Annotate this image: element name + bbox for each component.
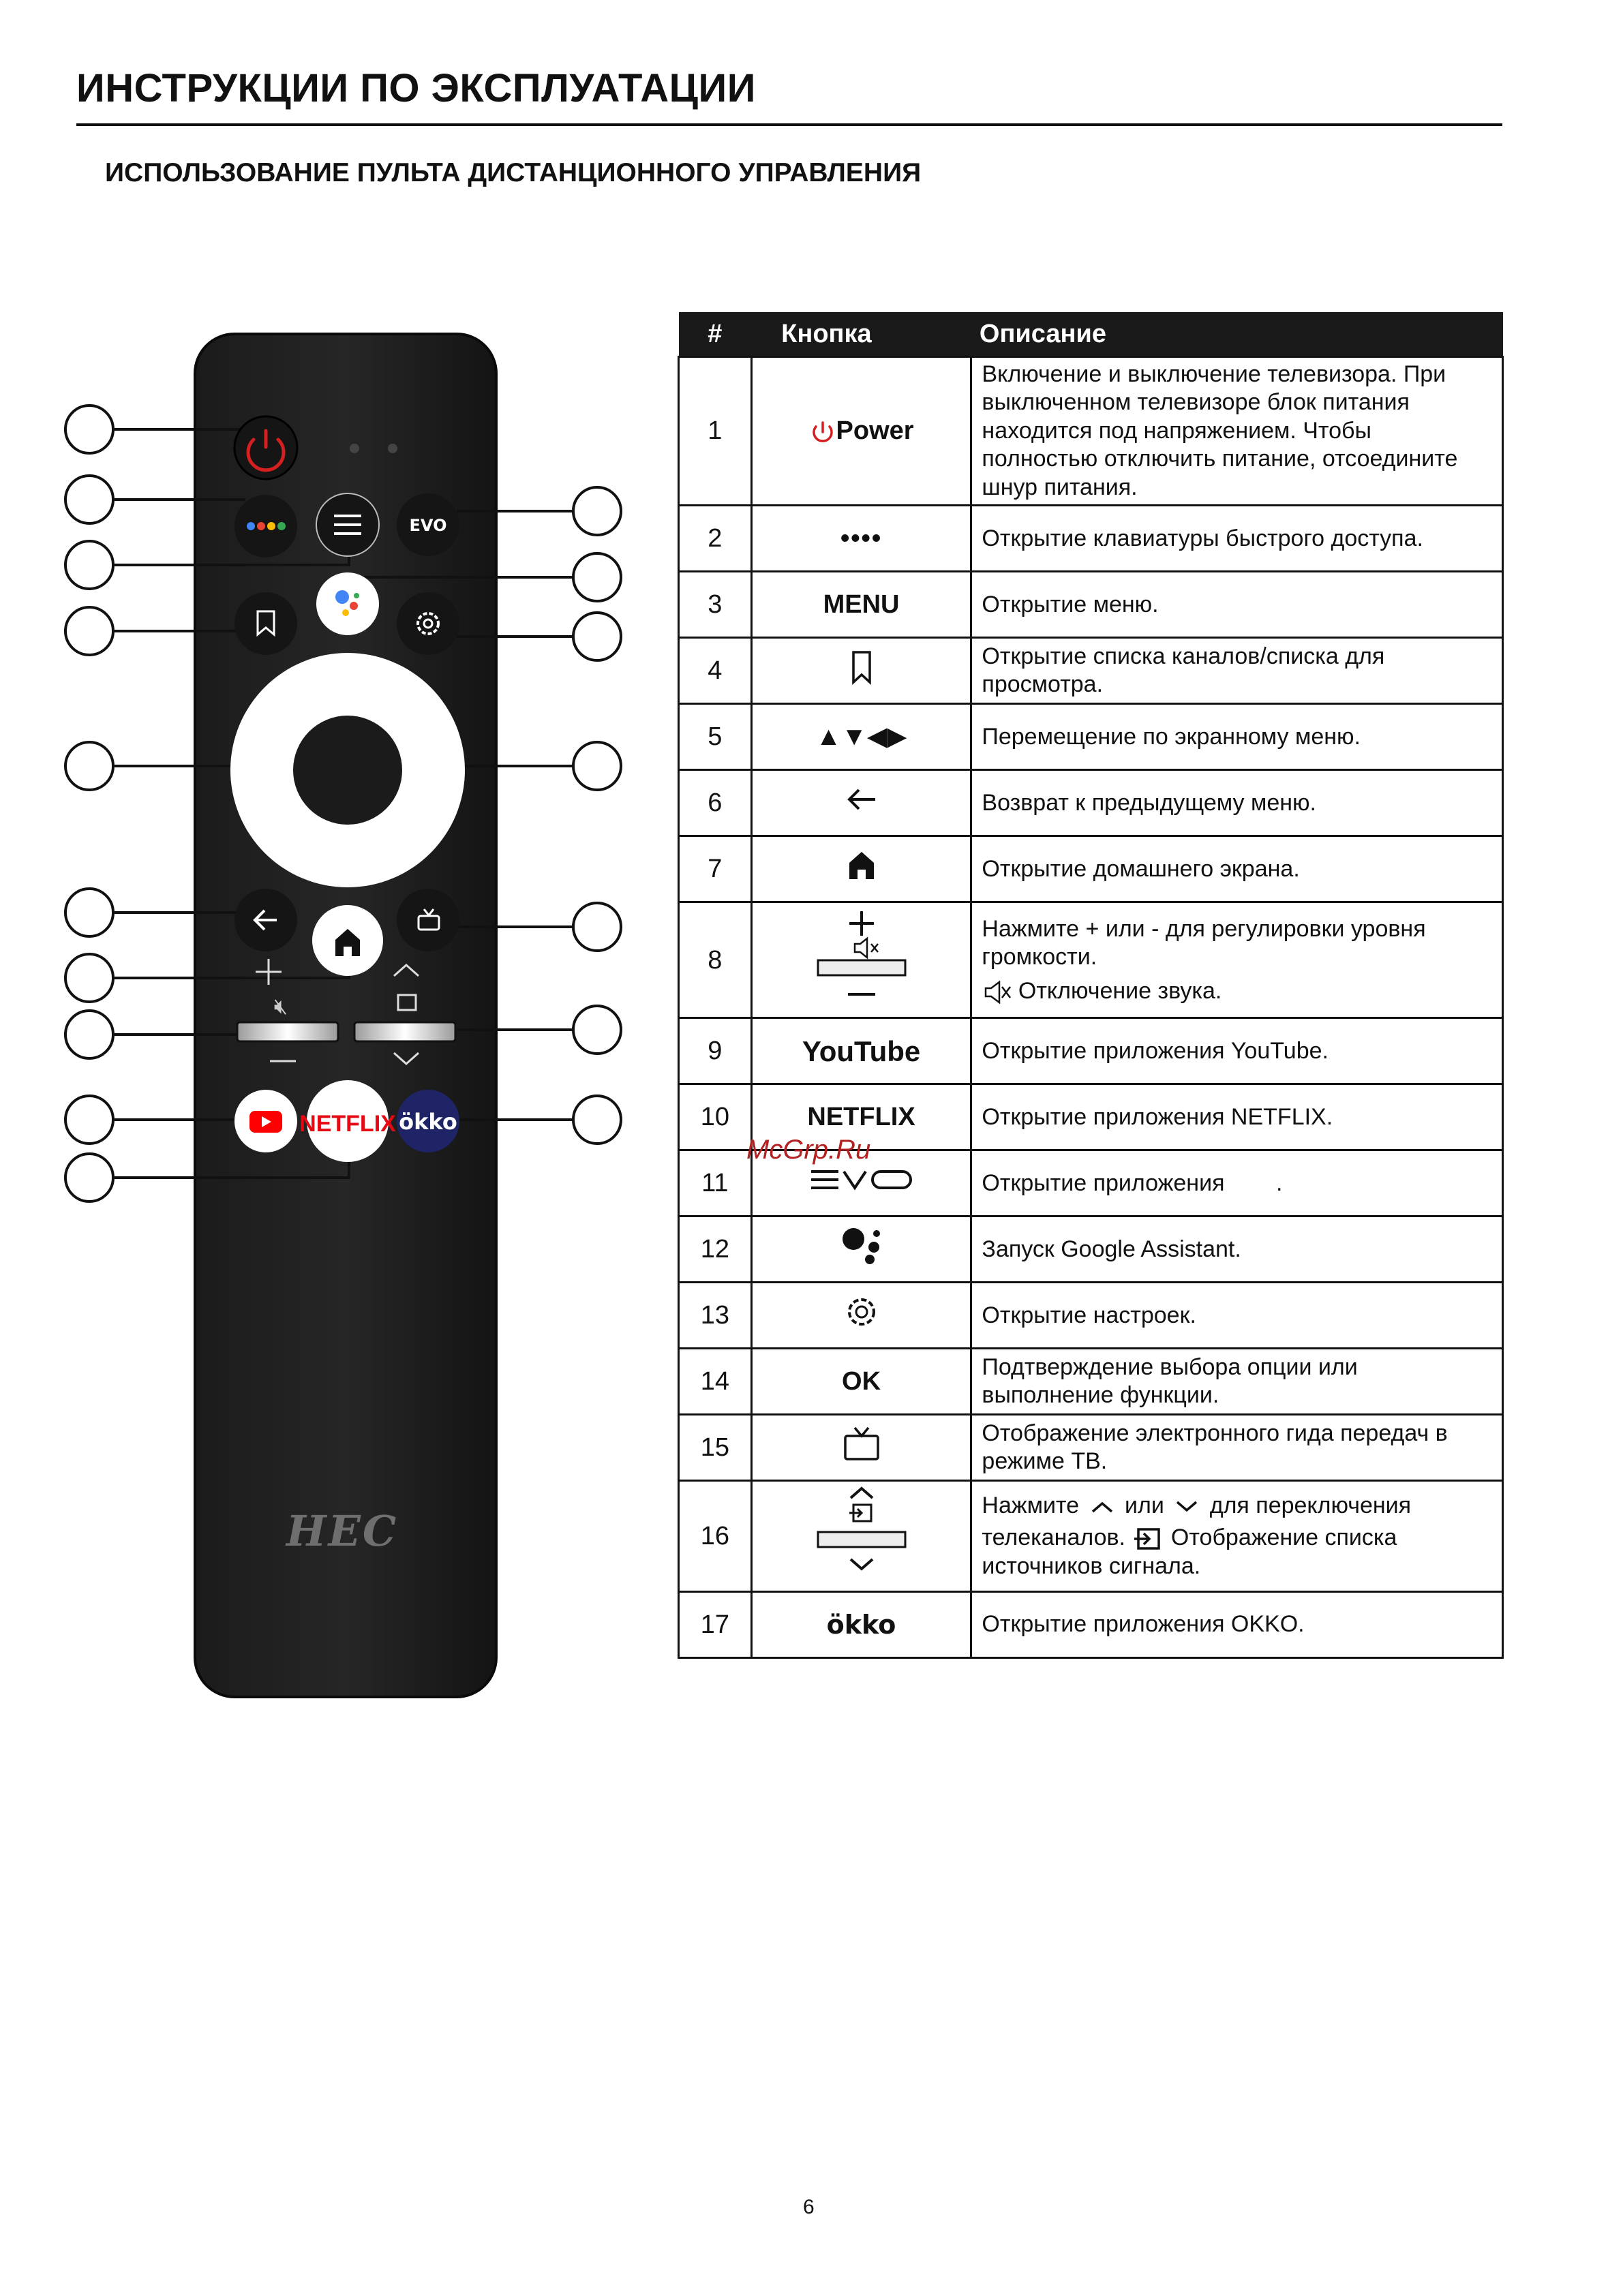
- led-dot: [388, 444, 397, 453]
- power-label: Power: [836, 416, 914, 446]
- evo-label: EVO: [409, 516, 447, 535]
- mute-desc: Отключение звука.: [1018, 977, 1222, 1004]
- callout-1: [64, 404, 115, 455]
- callout-7: [64, 953, 115, 1003]
- menu-label: MENU: [751, 572, 971, 638]
- table-row: 12 Запуск Google Assistant.: [679, 1216, 1503, 1283]
- watermark: McGrp.Ru: [746, 1135, 871, 1165]
- table-row: 1 Power Включение и выключение телевизора. При выключенном телевизоре блок питания находится под напряжением. Чтобы полностью отключить питание, отсоедините шнур питания.: [679, 357, 1503, 506]
- arrows-icon: ▲▼◀▶: [751, 704, 971, 770]
- table-row: 10 NETFLIX Открытие приложения NETFLIX.: [679, 1084, 1503, 1150]
- callout-17: [572, 1095, 622, 1145]
- callout-9: [64, 1095, 115, 1145]
- callout-5: [64, 741, 115, 791]
- callout-15: [572, 902, 622, 952]
- callout-3: [64, 540, 115, 590]
- back-arrow-icon: [843, 784, 881, 814]
- table-row: 9 YouTube Открытие приложения YouTube.: [679, 1018, 1503, 1084]
- buttons-table: [678, 312, 1504, 1659]
- mute-icon: 🔇︎: [273, 993, 288, 1019]
- netflix-logo: NETFLIX: [299, 1111, 396, 1137]
- chevron-up-icon: [1086, 1497, 1119, 1517]
- tv-icon: [841, 1425, 882, 1463]
- input-source-icon: [1132, 1525, 1164, 1552]
- page-subtitle: ИСПОЛЬЗОВАНИЕ ПУЛЬТА ДИСТАНЦИОННОГО УПРАВЛЕНИЯ: [105, 158, 922, 187]
- remote-drawing: [0, 0, 654, 1717]
- gear-icon: [843, 1293, 881, 1331]
- ok-button: [293, 716, 402, 825]
- callout-8: [64, 1009, 115, 1060]
- callout-14: [572, 741, 622, 791]
- evo-logo-icon: [807, 1166, 916, 1193]
- col-button: Кнопка: [751, 312, 971, 357]
- callout-13: [572, 611, 622, 662]
- table-row: 7 Открытие домашнего экрана.: [679, 836, 1503, 902]
- table-row: 11 Открытие приложения .: [679, 1150, 1503, 1216]
- callout-2: [64, 474, 115, 525]
- ok-label: OK: [751, 1349, 971, 1415]
- power-icon: [809, 418, 836, 446]
- table-row: 16 Нажмите или для переключения телеканалов. Отображение списка источников сигнала.: [679, 1481, 1503, 1591]
- netflix-label: NETFLIX: [751, 1084, 971, 1150]
- table-row: 5 ▲▼◀▶ Перемещение по экранному меню.: [679, 704, 1503, 770]
- callout-10: [64, 1152, 115, 1203]
- table-row: 13 Открытие настроек.: [679, 1283, 1503, 1349]
- table-header-row: [679, 312, 1503, 357]
- volume-desc: Нажмите + или - для регулировки уровня громкости.: [982, 915, 1426, 970]
- callout-6: [64, 887, 115, 938]
- table-row: 14 OK Подтверждение выбора опции или выполнение функции.: [679, 1349, 1503, 1415]
- volume-rocker: [237, 1022, 338, 1041]
- table-row: 4 Открытие списка каналов/списка для просмотра.: [679, 638, 1503, 704]
- table-row: 6 Возврат к предыдущему меню.: [679, 770, 1503, 836]
- table-row: 17 ökko Открытие приложения OKKO.: [679, 1591, 1503, 1657]
- chevron-down-icon: [1170, 1497, 1203, 1517]
- bookmark-button: [234, 592, 297, 655]
- callout-4: [64, 606, 115, 656]
- table-row: 2 •••• Открытие клавиатуры быстрого доступа.: [679, 506, 1503, 572]
- okko-label: ökko: [751, 1591, 971, 1657]
- quick-access-button: [234, 495, 297, 557]
- hec-logo: HEC: [286, 1506, 399, 1556]
- led-dot: [350, 444, 359, 453]
- table-row: 15 Отображение электронного гида передач в режиме ТВ.: [679, 1415, 1503, 1481]
- mute-icon: [982, 980, 1012, 1005]
- remote-illustration: [0, 0, 654, 1717]
- google-assistant-icon: [834, 1224, 889, 1268]
- col-num: #: [679, 312, 752, 357]
- col-desc: Описание: [971, 312, 1503, 357]
- callout-16: [572, 1005, 622, 1055]
- okko-logo: ökko: [399, 1109, 457, 1135]
- callout-11: [572, 486, 622, 536]
- table-row: 3 MENU Открытие меню.: [679, 572, 1503, 638]
- table-row: 8 Нажмите + или - для регулировки уровня громкости. Отключение звука.: [679, 902, 1503, 1018]
- bookmark-icon: [848, 648, 875, 686]
- quick-access-dots: ••••: [751, 506, 971, 572]
- home-icon: [845, 849, 878, 882]
- assistant-button: [316, 572, 379, 635]
- page-title: ИНСТРУКЦИИ ПО ЭКСПЛУАТАЦИИ: [76, 66, 756, 110]
- channel-rocker: [354, 1022, 455, 1041]
- page-number: 6: [803, 2196, 815, 2218]
- callout-12: [572, 552, 622, 602]
- settings-button: [397, 592, 459, 655]
- guide-button: [397, 889, 459, 951]
- youtube-label: YouTube: [751, 1018, 971, 1084]
- channel-icon: [814, 1484, 909, 1580]
- volume-icon: [814, 908, 909, 1004]
